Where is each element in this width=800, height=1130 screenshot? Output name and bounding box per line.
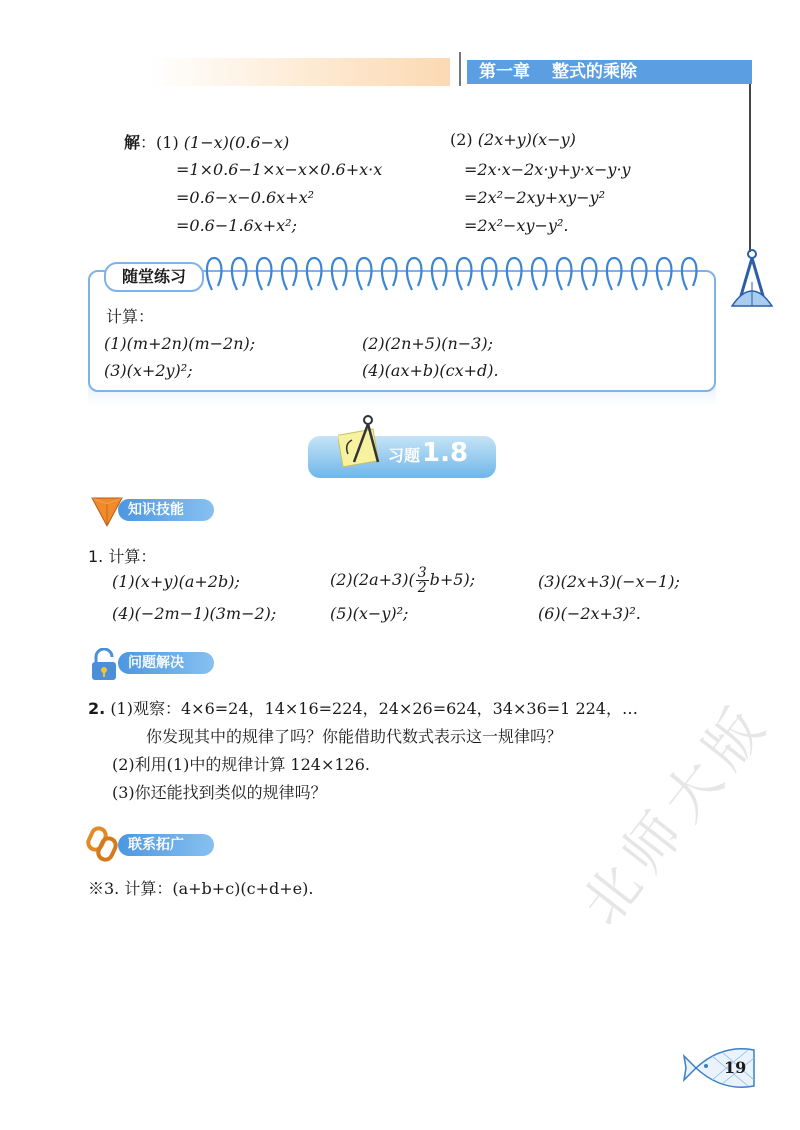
solution-right-step-2: =2x²−2xy+xy−y² xyxy=(464,188,605,207)
section-knowledge: 知识技能 xyxy=(118,499,214,521)
header-divider xyxy=(459,52,461,86)
q2-line-2: 你发现其中的规律了吗？你能借助代数式表示这一规律吗？ xyxy=(146,727,563,746)
q2-line-3: (2)利用(1)中的规律计算 124×126. xyxy=(112,755,370,774)
q2-line-4: (3)你还能找到类似的规律吗？ xyxy=(112,783,327,802)
solution-label-row: 解：(1) (1−x)(0.6−x) xyxy=(124,133,290,152)
chapter-title: 整式的乘除 xyxy=(552,62,637,82)
solution-left-step-1: =1×0.6−1×x−x×0.6+x·x xyxy=(176,160,383,179)
section-problem: 问题解决 xyxy=(118,652,214,674)
practice-title: 随堂练习 xyxy=(104,262,204,292)
q3-text: ※3. 计算：(a+b+c)(c+d+e). xyxy=(88,879,314,898)
q1-item-2-b: b+5); xyxy=(429,570,476,589)
practice-item-1: (1)(m+2n)(m−2n); xyxy=(104,334,256,353)
solution-left-tag: (1) xyxy=(156,133,179,152)
solution-right-tag: (2) xyxy=(450,130,473,149)
chain-link-icon xyxy=(86,824,120,864)
fish-page-badge xyxy=(682,1040,762,1096)
practice-item-2: (2)(2n+5)(n−3); xyxy=(362,334,493,353)
exercise-label: 习题 xyxy=(388,446,421,465)
q1-item-3: (3)(2x+3)(−x−1); xyxy=(538,572,680,591)
exercise-title xyxy=(388,438,468,468)
q1-item-5: (5)(x−y)²; xyxy=(330,604,409,623)
lock-icon xyxy=(88,648,120,682)
margin-line xyxy=(749,84,751,252)
solution-right-expr: (2x+y)(x−y) xyxy=(477,130,576,149)
q1-item-4: (4)(−2m−1)(3m−2); xyxy=(112,604,277,623)
q1-item-6: (6)(−2x+3)². xyxy=(538,604,641,623)
chapter-header xyxy=(467,60,752,84)
exercise-number: 1.8 xyxy=(422,438,469,468)
practice-item-4: (4)(ax+b)(cx+d). xyxy=(362,361,499,380)
compass-note-icon xyxy=(338,414,386,470)
solution-left-expr: (1−x)(0.6−x) xyxy=(183,133,290,152)
q2-head: 2. xyxy=(88,699,106,718)
solution-right-head xyxy=(450,130,576,149)
spiral-rings xyxy=(200,252,700,296)
q2-line-1-text: (1)观察：4×6=24，14×16=224，24×26=624，34×36=1 224，… xyxy=(110,699,638,718)
q1-item-2 xyxy=(330,566,475,595)
solution-left-step-3: =0.6−1.6x+x²; xyxy=(176,216,297,235)
practice-prompt: 计算： xyxy=(106,307,155,326)
chapter-number: 第一章 xyxy=(479,62,530,82)
compass-icon xyxy=(728,248,776,310)
q1-head: 1. 计算： xyxy=(88,547,157,566)
q1-fraction xyxy=(416,566,429,595)
q2-line-1 xyxy=(88,696,638,719)
solution-label: 解 xyxy=(124,133,141,152)
q1-frac-num: 3 xyxy=(417,565,427,581)
page-number: 19 xyxy=(724,1058,747,1077)
practice-item-3: (3)(x+2y)²; xyxy=(104,361,193,380)
q1-frac-den: 2 xyxy=(417,580,427,596)
q1-item-1: (1)(x+y)(a+2b); xyxy=(112,572,240,591)
solution-right-step-1: =2x·x−2x·y+y·x−y·y xyxy=(464,160,631,179)
section-extension: 联系拓广 xyxy=(118,834,214,856)
q1-item-2-a: (2)(2a+3)( xyxy=(330,570,415,589)
header-gradient xyxy=(150,58,450,86)
solution-right-step-3: =2x²−xy−y². xyxy=(464,216,569,235)
solution-left-step-2: =0.6−x−0.6x+x² xyxy=(176,188,314,207)
watermark: 北师大版 xyxy=(569,689,784,938)
